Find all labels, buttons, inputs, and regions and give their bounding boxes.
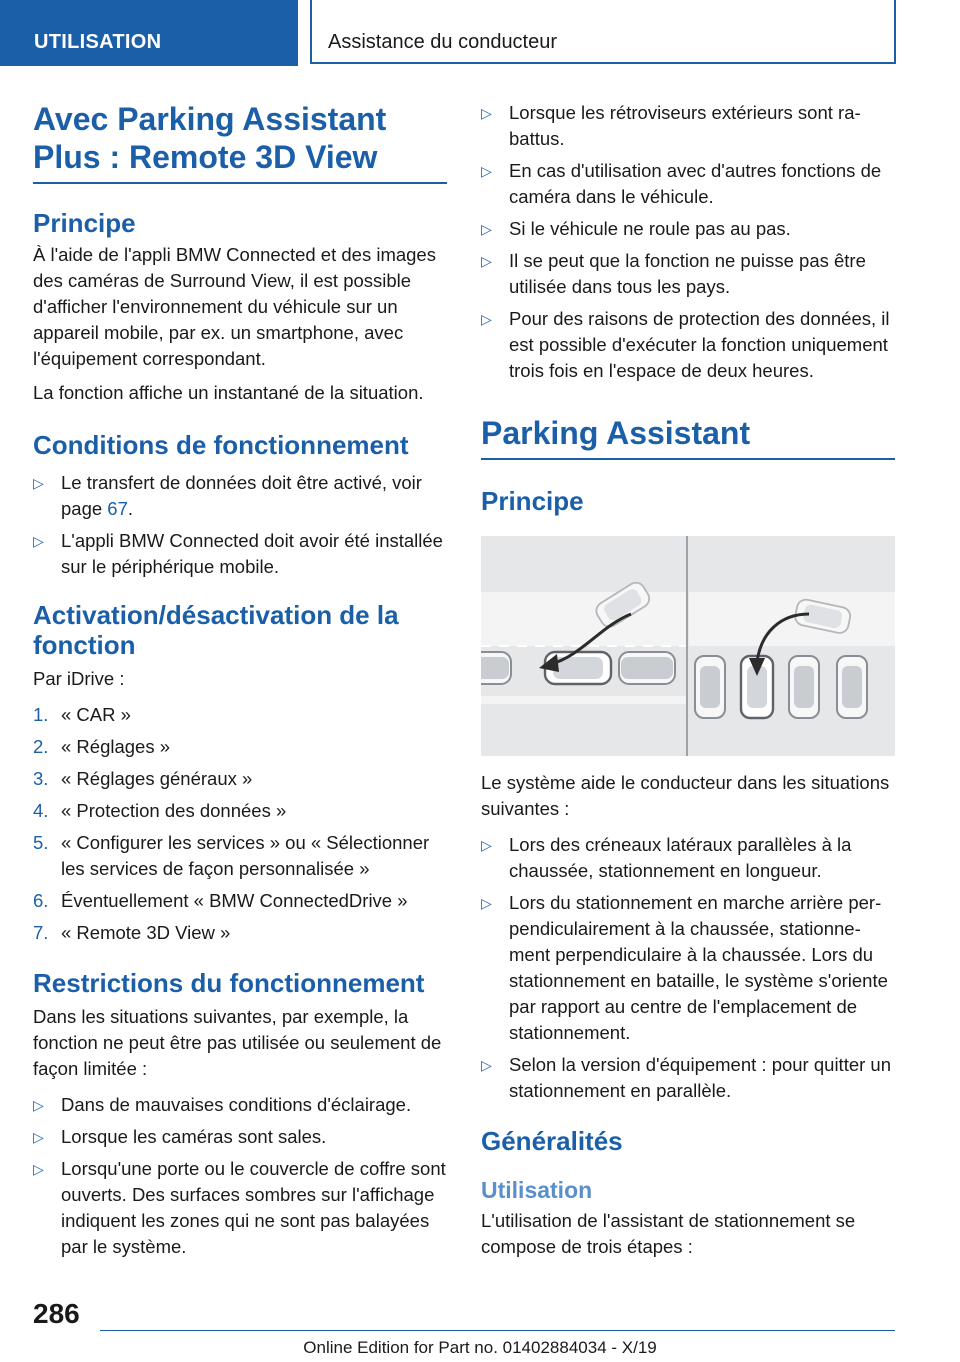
section-title-remote-3d-view: Avec Parking Assistant Plus : Remote 3D View [33, 100, 447, 184]
edition-note: Online Edition for Part no. 01402884034 - X/19 [303, 1338, 657, 1357]
page-link[interactable]: 67 [107, 498, 128, 519]
list-item: 5. « Configurer les services » ou « Sélectionner les services de façon personnalisée » [33, 832, 430, 879]
paragraph-principe: À l'aide de l'appli BMW Connected et des images des caméras de Surround View, il est possible d'afficher l'environnement du véhicule sur un appareil mobile, par ex. un smartphone, avec l'équipement correspondant. [33, 244, 436, 369]
heading-conditions: Conditions de fonctionnement [33, 430, 409, 460]
list-item: 7. « Remote 3D View » [33, 922, 231, 943]
parking-illustration [481, 536, 895, 756]
triangle-bullet-icon: ▷ [481, 105, 492, 121]
chapter-title: Assistance du conducteur [310, 0, 896, 64]
triangle-bullet-icon: ▷ [481, 895, 492, 911]
list-item: ▷ Si le véhicule ne roule pas au pas. [481, 216, 895, 242]
triangle-bullet-icon: ▷ [33, 475, 44, 491]
list-item: ▷ En cas d'utilisation avec d'autres fonctions de caméra dans le véhicule. [481, 160, 882, 207]
activation-steps [33, 702, 447, 946]
list-item: 4. « Protection des données » [33, 800, 287, 821]
triangle-bullet-icon: ▷ [481, 163, 492, 179]
list-item: ▷ Pour des raisons de protection des données, il est possible d'exécuter la fonction uniquement trois fois en l'espace de deux heures. [481, 308, 890, 381]
heading-generalites: Généralités [481, 1126, 623, 1156]
list-item: 1. « CAR » [33, 704, 131, 725]
left-column [33, 100, 447, 1266]
triangle-bullet-icon: ▷ [481, 221, 492, 237]
paragraph-utilisation: L'utilisation de l'assistant de stationnement se compose de trois étapes : [481, 1210, 856, 1257]
heading-principe: Principe [33, 208, 136, 238]
list-item: ▷ Lors des créneaux latéraux parallèles à la chaussée, stationnement en longueur. [481, 834, 852, 881]
page-number: 286 [33, 1298, 80, 1329]
page-header [0, 0, 960, 66]
triangle-bullet-icon: ▷ [481, 253, 492, 269]
paragraph-instantane: La fonction affiche un instantané de la situation. [33, 382, 424, 403]
heading-restrictions: Restrictions du fonctionnement [33, 968, 425, 998]
paragraph-restrictions: Dans les situations suivantes, par exemple, la fonction ne peut être pas utilisée ou seulement de façon limitée : [33, 1006, 442, 1079]
heading-principe-parking: Principe [481, 486, 584, 516]
parking-situations-list [481, 832, 895, 1104]
restrictions-list-continued [481, 100, 895, 384]
list-item: 6. Éventuellement « BMW ConnectedDrive » [33, 890, 408, 911]
paragraph-idrive: Par iDrive : [33, 668, 125, 689]
right-column [481, 100, 895, 1260]
section-title-parking-assistant: Parking Assistant [481, 414, 895, 460]
triangle-bullet-icon: ▷ [481, 311, 492, 327]
list-item: ▷ L'appli BMW Connected doit avoir été installée sur le périphérique mobile. [33, 530, 443, 577]
triangle-bullet-icon: ▷ [481, 837, 492, 853]
triangle-bullet-icon: ▷ [481, 1057, 492, 1073]
list-item: ▷ Lors du stationnement en marche arrière perpendiculairement à la chaussée, stationnement perpendiculaire à la chaussée. Lors du stationnement en bataille, le système s'oriente par rapport au centre de l'emplacement de stationnement. [481, 892, 888, 1043]
triangle-bullet-icon: ▷ [33, 1129, 44, 1145]
list-item: ▷ Le transfert de données doit être activé, voir page 67. [33, 472, 422, 519]
restrictions-list [33, 1092, 447, 1260]
parking-scenarios-svg [481, 536, 895, 756]
list-item: ▷ Lorsqu'une porte ou le couvercle de coffre sont ouverts. Des surfaces sombres sur l'affichage indiquent les zones qui ne sont pas balayées par le système. [33, 1158, 446, 1257]
triangle-bullet-icon: ▷ [33, 1097, 44, 1113]
section-tab: UTILISATION [0, 0, 298, 66]
triangle-bullet-icon: ▷ [33, 1161, 44, 1177]
conditions-list [33, 470, 447, 580]
triangle-bullet-icon: ▷ [33, 533, 44, 549]
footer-rule [100, 1330, 895, 1331]
list-item: 3. « Réglages généraux » [33, 768, 253, 789]
list-item: ▷ Lorsque les rétroviseurs extérieurs sont rabattus. [481, 102, 861, 149]
list-item: ▷ Lorsque les caméras sont sales. [33, 1124, 447, 1150]
paragraph-systeme: Le système aide le conducteur dans les situations suivantes : [481, 772, 890, 819]
subheading-utilisation: Utilisation [481, 1177, 593, 1203]
list-item: ▷ Dans de mauvaises conditions d'éclairage. [33, 1092, 447, 1118]
list-item: ▷ Selon la version d'équipement : pour quitter un stationnement en parallèle. [481, 1054, 891, 1101]
list-item: ▷ Il se peut que la fonction ne puisse pas être utilisée dans tous les pays. [481, 250, 866, 297]
list-item: 2. « Réglages » [33, 736, 171, 757]
heading-activation: Activation/désactivation de la fonction [33, 600, 399, 660]
